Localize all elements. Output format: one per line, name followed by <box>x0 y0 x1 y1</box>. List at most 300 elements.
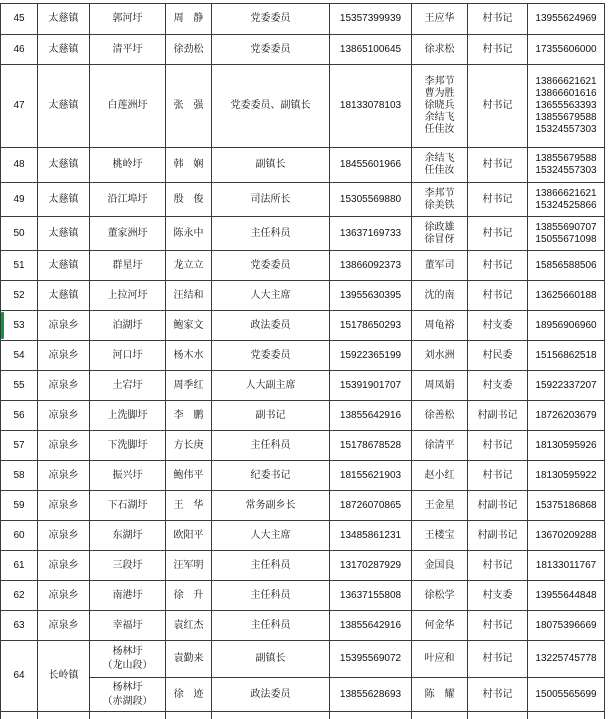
dyke-cell[interactable] <box>90 4 166 35</box>
town-cell[interactable] <box>38 251 90 281</box>
partial-row-cell[interactable] <box>468 712 528 719</box>
dyke-cell[interactable] <box>90 401 166 431</box>
contact-name-text: 徐晓兵 <box>424 100 455 111</box>
position-cell[interactable] <box>212 183 330 217</box>
contact-role-cell[interactable] <box>468 65 528 148</box>
leader-name-cell[interactable] <box>166 35 212 65</box>
leader-name-cell[interactable] <box>166 311 212 341</box>
leader-phone-text: 15395569072 <box>339 653 402 664</box>
position-cell[interactable] <box>212 581 330 611</box>
contact-role-text: 村书记 <box>482 619 513 631</box>
position-text: 主任科员 <box>250 559 291 571</box>
contact-name-cell[interactable] <box>412 641 468 678</box>
contact-name-cell[interactable] <box>412 431 468 461</box>
town-cell[interactable] <box>38 461 90 491</box>
contact-phone-text: 15324525866 <box>535 199 597 211</box>
leader-phone-cell[interactable] <box>330 4 412 35</box>
dyke-cell[interactable] <box>90 611 166 641</box>
contact-name-cell[interactable] <box>412 581 468 611</box>
row-number-cell[interactable] <box>1 311 38 341</box>
leader-phone-cell[interactable] <box>330 183 412 217</box>
contact-name-cell[interactable] <box>412 401 468 431</box>
leader-name-cell[interactable] <box>166 4 212 35</box>
leader-name-cell[interactable] <box>166 431 212 461</box>
position-text: 主任科员 <box>250 227 291 239</box>
dyke-text: 上拉河圩 <box>107 289 148 301</box>
contact-role-text: 村副书记 <box>477 529 518 541</box>
dyke-text: 河口圩 <box>112 349 143 361</box>
dyke-text: 泊湖圩 <box>112 319 143 331</box>
contact-role-cell[interactable] <box>468 311 528 341</box>
contact-name-cell[interactable] <box>412 35 468 65</box>
leader-name-cell[interactable] <box>166 521 212 551</box>
dyke-cell[interactable] <box>90 431 166 461</box>
partial-row-cell[interactable] <box>38 712 90 719</box>
leader-phone-cell[interactable] <box>330 217 412 251</box>
position-cell[interactable] <box>212 35 330 65</box>
leader-phone-cell[interactable] <box>330 431 412 461</box>
leader-phone-cell[interactable] <box>330 311 412 341</box>
contact-phone-cell[interactable] <box>528 401 605 431</box>
contact-name-cell[interactable] <box>412 551 468 581</box>
dyke-cell[interactable] <box>90 678 166 712</box>
dyke-cell[interactable] <box>90 217 166 251</box>
leader-phone-cell[interactable] <box>330 35 412 65</box>
dyke-cell[interactable] <box>90 641 166 678</box>
dyke-text: 三段圩 <box>112 559 143 571</box>
dyke-cell[interactable] <box>90 65 166 148</box>
row-number-text: 47 <box>13 100 25 111</box>
town-text: 太慈镇 <box>48 159 79 170</box>
leader-phone-cell[interactable] <box>330 581 412 611</box>
contact-phone-text: 15055671098 <box>535 233 597 245</box>
contact-phone-text: 13625660188 <box>535 289 597 301</box>
position-cell[interactable] <box>212 217 330 251</box>
leader-name-text: 欧阳平 <box>173 529 204 541</box>
contact-phone-text: 15005565699 <box>535 688 597 700</box>
contact-phone-cell[interactable] <box>528 551 605 581</box>
town-text: 凉泉乡 <box>48 439 79 451</box>
position-cell[interactable] <box>212 4 330 35</box>
contact-name-text: 徐美铁 <box>424 199 455 211</box>
leader-name-cell[interactable] <box>166 551 212 581</box>
town-text: 凉泉乡 <box>48 559 79 571</box>
town-cell[interactable] <box>38 551 90 581</box>
partial-row-cell[interactable] <box>412 712 468 719</box>
contact-phone-cell[interactable] <box>528 4 605 35</box>
partial-row-cell[interactable] <box>166 712 212 719</box>
leader-phone-text: 15922365199 <box>339 349 402 361</box>
contact-role-cell[interactable] <box>468 217 528 251</box>
town-text: 凉泉乡 <box>48 349 79 361</box>
leader-phone-cell[interactable] <box>330 521 412 551</box>
contact-phone-cell[interactable] <box>528 183 605 217</box>
contact-role-text: 村书记 <box>482 289 513 301</box>
leader-name-cell[interactable] <box>166 371 212 401</box>
contact-phone-text: 18956906960 <box>535 319 597 331</box>
contact-phone-cell[interactable] <box>528 491 605 521</box>
contact-phone-text: 15375186868 <box>535 499 597 511</box>
dyke-text: 土宕圩 <box>112 379 143 391</box>
contact-role-text: 村支委 <box>482 379 513 391</box>
dyke-cell[interactable] <box>90 311 166 341</box>
leader-name-text: 鲍家文 <box>173 319 204 331</box>
contact-name-cell[interactable] <box>412 148 468 183</box>
town-cell[interactable] <box>38 217 90 251</box>
contact-phone-cell[interactable] <box>528 461 605 491</box>
contact-name-text: 叶应和 <box>424 653 455 664</box>
contact-phone-cell[interactable] <box>528 148 605 183</box>
leader-phone-text: 13855628693 <box>339 688 402 700</box>
contact-role-cell[interactable] <box>468 431 528 461</box>
contact-phone-cell[interactable] <box>528 311 605 341</box>
row-number-cell[interactable] <box>1 281 38 311</box>
leader-phone-cell[interactable] <box>330 641 412 678</box>
town-cell[interactable] <box>38 183 90 217</box>
contact-name-text: 徐清平 <box>424 439 455 451</box>
contact-phone-text: 13655563393 <box>535 100 597 111</box>
contact-role-cell[interactable] <box>468 521 528 551</box>
leader-name-cell[interactable] <box>166 281 212 311</box>
contact-phone-text: 18075396669 <box>535 619 597 631</box>
contact-role-text: 村书记 <box>482 227 513 239</box>
row-number-cell[interactable] <box>1 4 38 35</box>
position-cell[interactable] <box>212 281 330 311</box>
contact-phone-cell[interactable] <box>528 35 605 65</box>
contact-phone-cell[interactable] <box>528 611 605 641</box>
row-number-cell[interactable] <box>1 183 38 217</box>
contact-role-text: 村书记 <box>482 13 513 24</box>
contact-role-cell[interactable] <box>468 641 528 678</box>
leader-phone-text: 13855642916 <box>339 619 402 631</box>
dyke-text: 郭河圩 <box>112 13 143 24</box>
row-number-cell[interactable] <box>1 341 38 371</box>
dyke-text: 群星圩 <box>112 259 143 271</box>
town-cell[interactable] <box>38 65 90 148</box>
dyke-text: 杨林圩 <box>112 681 143 693</box>
leader-phone-cell[interactable] <box>330 148 412 183</box>
row-number-text: 54 <box>13 349 25 361</box>
dyke-cell[interactable] <box>90 371 166 401</box>
contact-phone-cell[interactable] <box>528 678 605 712</box>
dyke-cell[interactable] <box>90 521 166 551</box>
position-text: 党委委员 <box>250 259 291 271</box>
leader-phone-text: 13855642916 <box>339 409 402 421</box>
leader-name-text: 王 华 <box>173 499 204 511</box>
contact-table <box>0 3 605 719</box>
position-cell[interactable] <box>212 431 330 461</box>
leader-phone-cell[interactable] <box>330 371 412 401</box>
contact-role-cell[interactable] <box>468 611 528 641</box>
row-number-cell[interactable] <box>1 521 38 551</box>
contact-role-cell[interactable] <box>468 183 528 217</box>
position-cell[interactable] <box>212 65 330 148</box>
dyke-cell[interactable] <box>90 461 166 491</box>
leader-phone-cell[interactable] <box>330 281 412 311</box>
contact-phone-text: 13855679588 <box>535 112 597 123</box>
contact-phone-cell[interactable] <box>528 581 605 611</box>
row-number-text: 50 <box>13 227 25 239</box>
contact-phone-text: 15856588506 <box>535 259 597 271</box>
contact-phone-text: 13670209288 <box>535 529 597 541</box>
row-number-text: 60 <box>13 529 25 541</box>
position-cell[interactable] <box>212 251 330 281</box>
contact-name-cell[interactable] <box>412 281 468 311</box>
dyke-text: 南港圩 <box>112 589 143 601</box>
contact-phone-cell[interactable] <box>528 251 605 281</box>
leader-phone-cell[interactable] <box>330 401 412 431</box>
dyke-cell[interactable] <box>90 148 166 183</box>
leader-name-cell[interactable] <box>166 401 212 431</box>
contact-phone-cell[interactable] <box>528 281 605 311</box>
row-number-text: 48 <box>13 159 25 170</box>
position-cell[interactable] <box>212 641 330 678</box>
contact-name-cell[interactable] <box>412 491 468 521</box>
town-text: 凉泉乡 <box>48 499 79 511</box>
contact-role-text: 村书记 <box>482 159 513 170</box>
dyke-cell[interactable] <box>90 491 166 521</box>
contact-role-text: 村书记 <box>482 43 513 55</box>
contact-role-cell[interactable] <box>468 35 528 65</box>
contact-role-cell[interactable] <box>468 371 528 401</box>
contact-phone-text: 13866601616 <box>535 88 597 99</box>
town-cell[interactable] <box>38 311 90 341</box>
contact-name-cell[interactable] <box>412 611 468 641</box>
town-text: 太慈镇 <box>48 193 79 205</box>
leader-name-cell[interactable] <box>166 183 212 217</box>
contact-phone-cell[interactable] <box>528 371 605 401</box>
contact-role-cell[interactable] <box>468 581 528 611</box>
contact-name-text: 徐政雄 <box>424 221 455 233</box>
row-number-cell[interactable] <box>1 461 38 491</box>
town-cell[interactable] <box>38 341 90 371</box>
contact-role-text: 村书记 <box>482 469 513 481</box>
leader-phone-text: 18155621903 <box>339 469 402 481</box>
row-number-cell[interactable] <box>1 65 38 148</box>
leader-name-text: 徐劲松 <box>173 43 204 55</box>
contact-name-cell[interactable] <box>412 678 468 712</box>
town-cell[interactable] <box>38 641 90 712</box>
leader-name-cell[interactable] <box>166 611 212 641</box>
dyke-text: 沿江埠圩 <box>107 193 148 205</box>
town-cell[interactable] <box>38 431 90 461</box>
dyke-cell[interactable] <box>90 35 166 65</box>
contact-name-text: 任佳汝 <box>424 124 455 135</box>
leader-name-text: 徐 迹 <box>173 688 204 700</box>
leader-name-cell[interactable] <box>166 251 212 281</box>
leader-name-cell[interactable] <box>166 148 212 183</box>
position-cell[interactable] <box>212 491 330 521</box>
contact-role-cell[interactable] <box>468 4 528 35</box>
contact-role-cell[interactable] <box>468 281 528 311</box>
dyke-text: 杨林圩 <box>112 646 143 657</box>
leader-name-text: 徐 升 <box>173 589 204 601</box>
town-cell[interactable] <box>38 4 90 35</box>
leader-phone-text: 18455601966 <box>339 159 402 170</box>
partial-row-cell[interactable] <box>1 712 38 719</box>
contact-role-cell[interactable] <box>468 491 528 521</box>
dyke-cell[interactable] <box>90 281 166 311</box>
position-cell[interactable] <box>212 148 330 183</box>
leader-name-cell[interactable] <box>166 65 212 148</box>
town-text: 太慈镇 <box>48 43 79 55</box>
position-cell[interactable] <box>212 551 330 581</box>
town-text: 凉泉乡 <box>48 589 79 601</box>
row-number-cell[interactable] <box>1 641 38 712</box>
row-number-cell[interactable] <box>1 431 38 461</box>
contact-phone-text: 13855690707 <box>535 221 597 233</box>
contact-name-cell[interactable] <box>412 341 468 371</box>
partial-row-cell[interactable] <box>330 712 412 719</box>
town-cell[interactable] <box>38 521 90 551</box>
dyke-cell[interactable] <box>90 183 166 217</box>
leader-phone-cell[interactable] <box>330 611 412 641</box>
contact-role-text: 村副书记 <box>477 409 518 421</box>
contact-name-text: 董军司 <box>424 259 455 271</box>
row-number-cell[interactable] <box>1 581 38 611</box>
leader-phone-cell[interactable] <box>330 251 412 281</box>
dyke-cell[interactable] <box>90 581 166 611</box>
row-number-cell[interactable] <box>1 217 38 251</box>
position-cell[interactable] <box>212 401 330 431</box>
contact-name-text: 赵小红 <box>424 469 455 481</box>
contact-name-cell[interactable] <box>412 371 468 401</box>
partial-row-cell[interactable] <box>212 712 330 719</box>
leader-phone-text: 13865100645 <box>339 43 402 55</box>
partial-row-cell[interactable] <box>90 712 166 719</box>
dyke-text: 清平圩 <box>112 43 143 55</box>
leader-phone-cell[interactable] <box>330 678 412 712</box>
contact-phone-cell[interactable] <box>528 431 605 461</box>
contact-phone-cell[interactable] <box>528 341 605 371</box>
contact-role-cell[interactable] <box>468 341 528 371</box>
position-text: 党委委员 <box>250 349 291 361</box>
contact-name-text: 王楼宝 <box>424 529 455 541</box>
contact-name-cell[interactable] <box>412 183 468 217</box>
contact-name-cell[interactable] <box>412 217 468 251</box>
row-number-text: 59 <box>13 499 25 511</box>
leader-name-cell[interactable] <box>166 678 212 712</box>
leader-name-cell[interactable] <box>166 641 212 678</box>
leader-phone-cell[interactable] <box>330 341 412 371</box>
contact-name-cell[interactable] <box>412 461 468 491</box>
position-cell[interactable] <box>212 311 330 341</box>
contact-role-cell[interactable] <box>468 461 528 491</box>
leader-phone-cell[interactable] <box>330 551 412 581</box>
contact-phone-cell[interactable] <box>528 521 605 551</box>
town-text: 凉泉乡 <box>48 529 79 541</box>
contact-role-text: 村支委 <box>482 589 513 601</box>
dyke-text: 上洗脚圩 <box>107 409 148 421</box>
leader-name-cell[interactable] <box>166 581 212 611</box>
row-number-cell[interactable] <box>1 401 38 431</box>
leader-phone-text: 15391901707 <box>339 379 402 391</box>
dyke-cell[interactable] <box>90 251 166 281</box>
contact-name-cell[interactable] <box>412 521 468 551</box>
town-cell[interactable] <box>38 401 90 431</box>
leader-name-cell[interactable] <box>166 491 212 521</box>
contact-role-cell[interactable] <box>468 251 528 281</box>
contact-phone-cell[interactable] <box>528 217 605 251</box>
row-number-cell[interactable] <box>1 148 38 183</box>
leader-name-cell[interactable] <box>166 217 212 251</box>
row-number-cell[interactable] <box>1 491 38 521</box>
contact-role-text: 村书记 <box>482 559 513 571</box>
contact-role-cell[interactable] <box>468 551 528 581</box>
town-text: 凉泉乡 <box>48 619 79 631</box>
leader-phone-cell[interactable] <box>330 65 412 148</box>
town-text: 凉泉乡 <box>48 409 79 421</box>
contact-name-cell[interactable] <box>412 65 468 148</box>
row-number-text: 45 <box>13 13 25 24</box>
row-number-cell[interactable] <box>1 251 38 281</box>
leader-phone-cell[interactable] <box>330 491 412 521</box>
position-text: 人大主席 <box>250 289 291 301</box>
leader-name-text: 汪军明 <box>173 559 204 571</box>
row-number-text: 56 <box>13 409 25 421</box>
position-text: 主任科员 <box>250 439 291 451</box>
leader-phone-cell[interactable] <box>330 461 412 491</box>
contact-name-text: 徐善松 <box>424 409 455 421</box>
position-cell[interactable] <box>212 611 330 641</box>
leader-name-text: 周 静 <box>173 13 204 24</box>
dyke-text: 桃岭圩 <box>112 159 143 170</box>
contact-role-cell[interactable] <box>468 401 528 431</box>
position-cell[interactable] <box>212 341 330 371</box>
leader-name-cell[interactable] <box>166 341 212 371</box>
contact-name-cell[interactable] <box>412 311 468 341</box>
position-text: 党委委员 <box>250 13 291 24</box>
contact-phone-text: 13955624969 <box>535 13 597 24</box>
town-cell[interactable] <box>38 581 90 611</box>
town-cell[interactable] <box>38 281 90 311</box>
leader-name-cell[interactable] <box>166 461 212 491</box>
position-cell[interactable] <box>212 461 330 491</box>
contact-name-cell[interactable] <box>412 251 468 281</box>
town-cell[interactable] <box>38 371 90 401</box>
contact-role-text: 村书记 <box>482 259 513 271</box>
town-cell[interactable] <box>38 35 90 65</box>
leader-name-text: 袁勤来 <box>173 653 204 664</box>
contact-role-cell[interactable] <box>468 678 528 712</box>
contact-phone-text: 18130595922 <box>535 469 597 481</box>
contact-name-text: 任佳汝 <box>424 165 455 176</box>
position-cell[interactable] <box>212 521 330 551</box>
contact-phone-cell[interactable] <box>528 65 605 148</box>
row-number-cell[interactable] <box>1 35 38 65</box>
row-number-cell[interactable] <box>1 611 38 641</box>
dyke-cell[interactable] <box>90 551 166 581</box>
contact-name-cell[interactable] <box>412 4 468 35</box>
row-number-cell[interactable] <box>1 551 38 581</box>
position-cell[interactable] <box>212 371 330 401</box>
dyke-cell[interactable] <box>90 341 166 371</box>
contact-phone-cell[interactable] <box>528 641 605 678</box>
contact-role-cell[interactable] <box>468 148 528 183</box>
partial-row-cell[interactable] <box>528 712 605 719</box>
position-text: 人大副主席 <box>245 379 296 391</box>
row-number-cell[interactable] <box>1 371 38 401</box>
town-cell[interactable] <box>38 491 90 521</box>
leader-name-text: 韩 娴 <box>173 159 204 170</box>
position-cell[interactable] <box>212 678 330 712</box>
contact-phone-text: 15324557303 <box>535 124 597 135</box>
town-cell[interactable] <box>38 148 90 183</box>
town-cell[interactable] <box>38 611 90 641</box>
town-text: 太慈镇 <box>48 227 79 239</box>
town-text: 太慈镇 <box>48 13 79 24</box>
row-number-text: 53 <box>13 319 25 331</box>
